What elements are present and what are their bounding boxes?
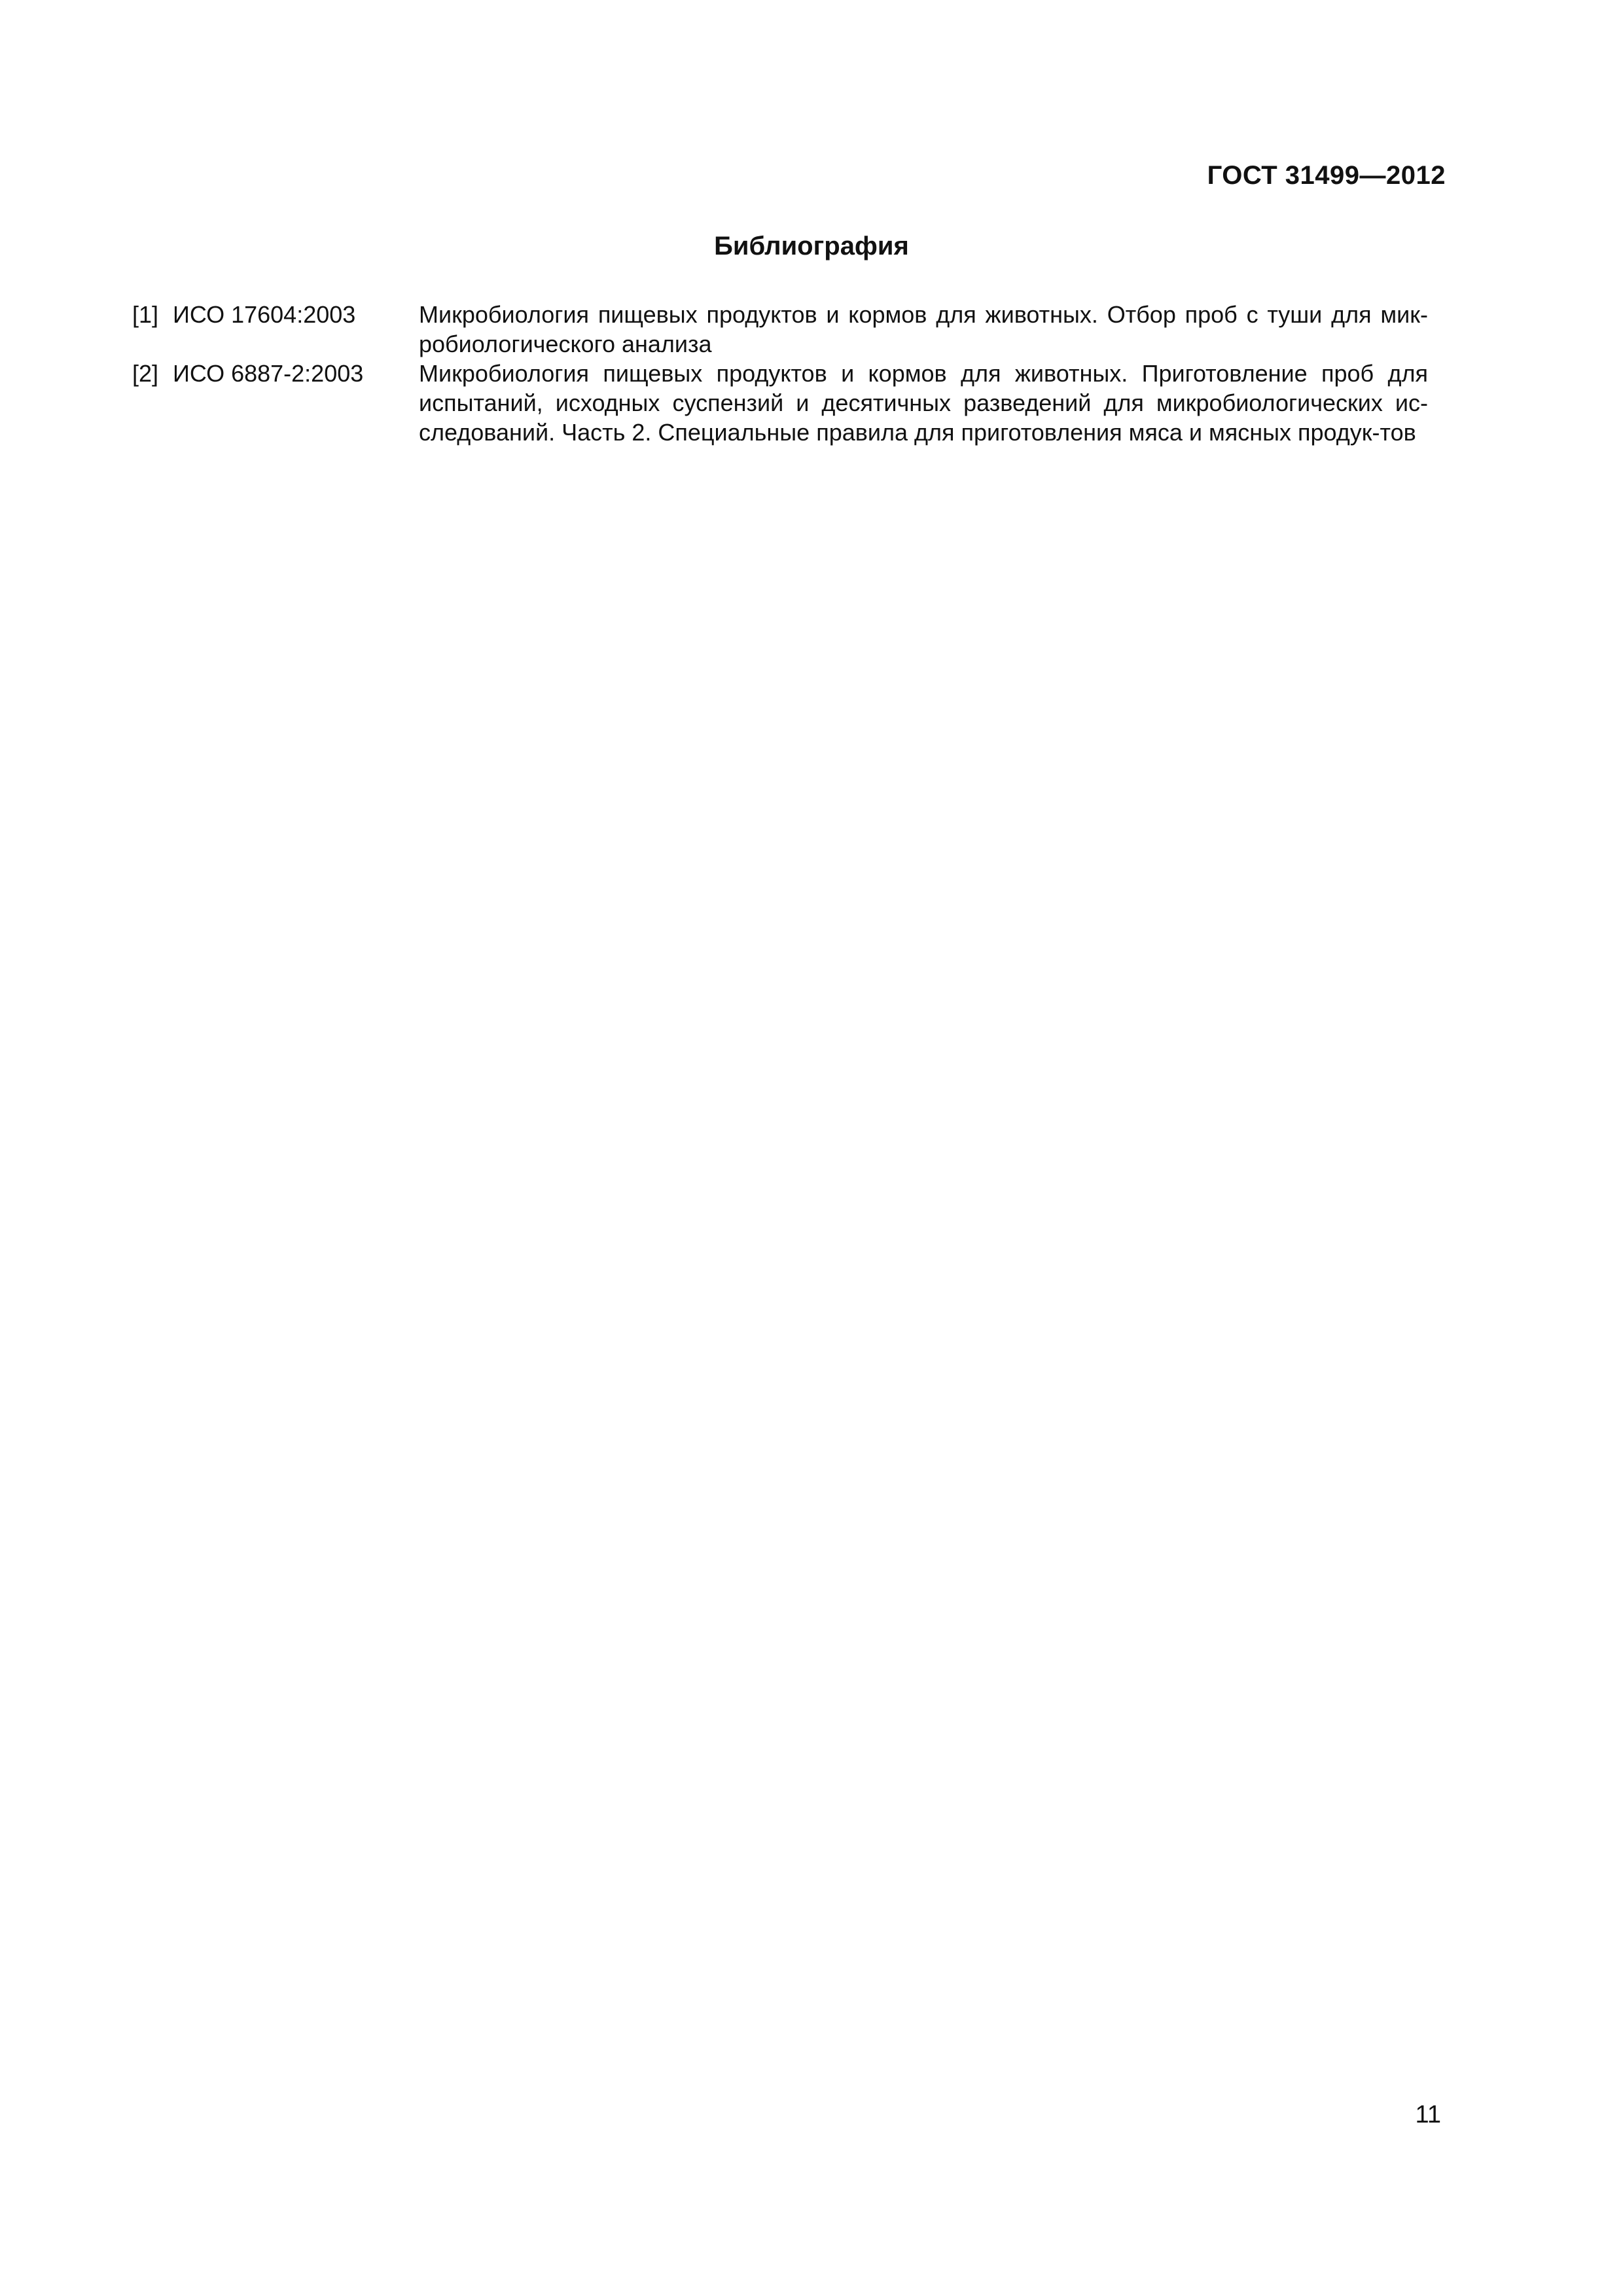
bibliography-heading: Библиография <box>714 232 909 260</box>
bibliography-entry-code: ИСО 6887-2:2003 <box>173 360 364 387</box>
bibliography-entry-number: [2] <box>132 360 159 387</box>
bibliography-entry-title: Микробиология пищевых продуктов и кормов для животных. Приготовление проб для испытаний, исходных суспензий и десятичных разведений для микробиологических ис-следований. Часть 2. Специальные правила для приготовления мяса и мясных продук-тов <box>419 360 1428 446</box>
page-number: 11 <box>1415 2101 1441 2128</box>
bibliography-entry <box>132 300 1428 359</box>
bibliography-list <box>132 300 1428 447</box>
bibliography-entry-title: Микробиология пищевых продуктов и кормов для животных. Отбор проб с туши для мик-робиологического анализа <box>419 301 1428 357</box>
document-code: ГОСТ 31499—2012 <box>1207 161 1446 190</box>
bibliography-entry-code: ИСО 17604:2003 <box>173 301 356 328</box>
bibliography-entry-number: [1] <box>132 301 159 328</box>
bibliography-entry <box>132 359 1428 447</box>
